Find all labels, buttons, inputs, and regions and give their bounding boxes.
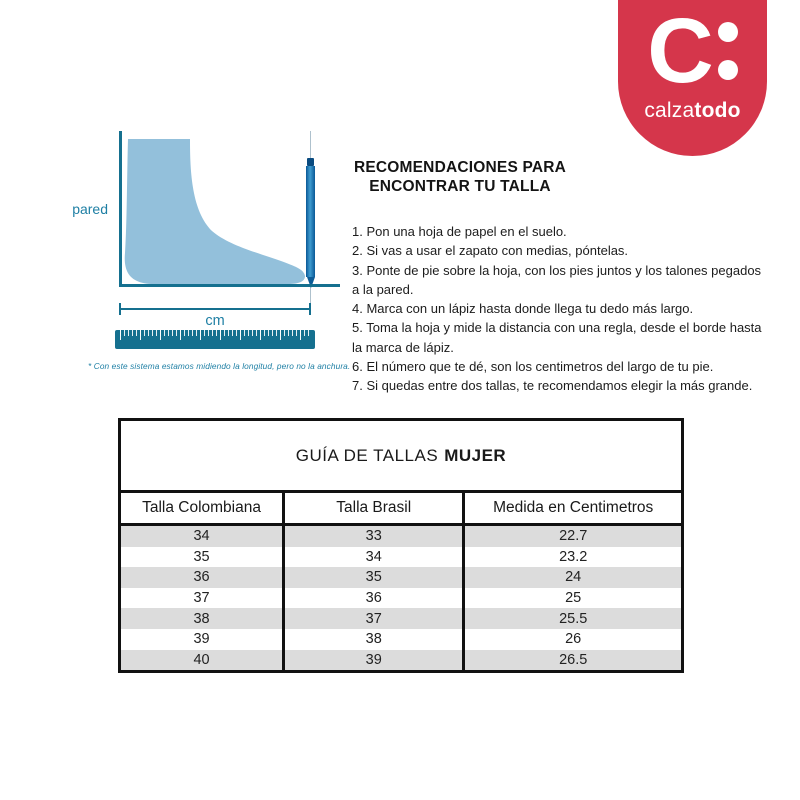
pencil-body bbox=[306, 166, 315, 277]
logo-letter-c: C bbox=[647, 0, 710, 102]
pencil-icon bbox=[306, 158, 315, 288]
table-cell: 22.7 bbox=[559, 528, 588, 545]
column-header-medida-cm: Medida en Centimetros bbox=[493, 499, 654, 516]
table-cell: 35 bbox=[121, 547, 285, 568]
step-line: 2. Si vas a usar el zapato con medias, póntelas. bbox=[352, 243, 629, 259]
recommendations-title-line1: RECOMENDACIONES PARA bbox=[353, 159, 567, 176]
logo-wordmark bbox=[644, 99, 740, 123]
ruler-ticks-tall bbox=[120, 330, 310, 340]
table-row bbox=[121, 608, 681, 629]
table-cell: 26 bbox=[565, 631, 582, 648]
table-cell: 38 bbox=[285, 629, 465, 650]
step-line: la marca de lápiz. bbox=[352, 339, 454, 355]
logo-wordmark-bold: todo bbox=[694, 99, 741, 122]
column-header-talla-brasil: Talla Brasil bbox=[285, 493, 465, 523]
size-table-body bbox=[121, 526, 681, 670]
table-cell: 36 bbox=[121, 567, 285, 588]
table-cell: 23.2 bbox=[559, 548, 588, 565]
size-table bbox=[118, 418, 684, 673]
step-line: 5. Toma la hoja y mide la distancia con una regla, desde el borde hasta bbox=[352, 320, 762, 336]
table-cell: 39 bbox=[285, 650, 465, 671]
foot-illustration bbox=[118, 133, 313, 288]
table-row bbox=[121, 547, 681, 568]
table-cell: 37 bbox=[285, 608, 465, 629]
table-row bbox=[121, 588, 681, 609]
logo-colon-icon bbox=[718, 22, 738, 80]
calzatodo-logo-badge bbox=[618, 0, 767, 156]
measuring-footnote: * Con este sistema estamos midiendo la longitud, pero no la anchura. bbox=[88, 361, 351, 371]
step-line: 4. Marca con un lápiz hasta donde llega tu dedo más largo. bbox=[352, 301, 694, 317]
table-cell: 37 bbox=[121, 588, 285, 609]
step-line: a la pared. bbox=[352, 281, 414, 297]
table-cell: 35 bbox=[285, 567, 465, 588]
table-cell: 33 bbox=[285, 526, 465, 547]
floor-line bbox=[119, 284, 340, 287]
table-cell: 24 bbox=[565, 569, 582, 586]
column-header-talla-colombiana: Talla Colombiana bbox=[121, 493, 285, 523]
table-cell: 34 bbox=[121, 526, 285, 547]
size-table-title-regular: GUÍA DE TALLAS bbox=[295, 445, 439, 465]
table-cell: 25.5 bbox=[559, 610, 588, 627]
step-line: 1. Pon una hoja de papel en el suelo. bbox=[352, 224, 567, 239]
measure-tick-left bbox=[119, 303, 121, 315]
table-cell: 36 bbox=[285, 588, 465, 609]
logo-wordmark-regular: calza bbox=[644, 99, 695, 122]
table-cell: 34 bbox=[285, 547, 465, 568]
table-cell: 39 bbox=[121, 629, 285, 650]
size-table-header-row bbox=[121, 493, 681, 526]
measure-tick-right bbox=[309, 303, 311, 315]
table-cell: 40 bbox=[121, 650, 285, 671]
steps-list bbox=[352, 222, 772, 396]
step-line: 6. El número que te dé, son los centimetros del largo de tu pie. bbox=[352, 359, 714, 375]
logo-colon-dot-bottom bbox=[718, 60, 738, 80]
pencil-cap bbox=[307, 158, 314, 166]
ruler-icon bbox=[115, 330, 315, 349]
step-line: 7. Si quedas entre dos tallas, te recomendamos elegir la más grande. bbox=[352, 378, 753, 394]
recommendations-title-line2: ENCONTRAR TU TALLA bbox=[369, 178, 551, 195]
size-table-title bbox=[121, 421, 681, 493]
measure-line bbox=[119, 308, 311, 310]
logo-colon-dot-top bbox=[718, 22, 738, 42]
recommendations-title bbox=[349, 158, 571, 196]
table-row bbox=[121, 567, 681, 588]
cm-label: cm bbox=[205, 313, 225, 329]
size-table-title-bold: MUJER bbox=[444, 445, 507, 465]
table-row bbox=[121, 629, 681, 650]
table-cell: 38 bbox=[121, 608, 285, 629]
calzatodo-c-logo-icon bbox=[647, 0, 737, 102]
table-row bbox=[121, 650, 681, 671]
wall-label: pared bbox=[72, 201, 108, 217]
table-cell: 25 bbox=[565, 590, 582, 607]
table-cell: 26.5 bbox=[559, 651, 588, 668]
table-row bbox=[121, 526, 681, 547]
foot-shape bbox=[125, 139, 305, 284]
step-line: 3. Ponte de pie sobre la hoja, con los pies juntos y los talones pegados bbox=[352, 262, 762, 278]
